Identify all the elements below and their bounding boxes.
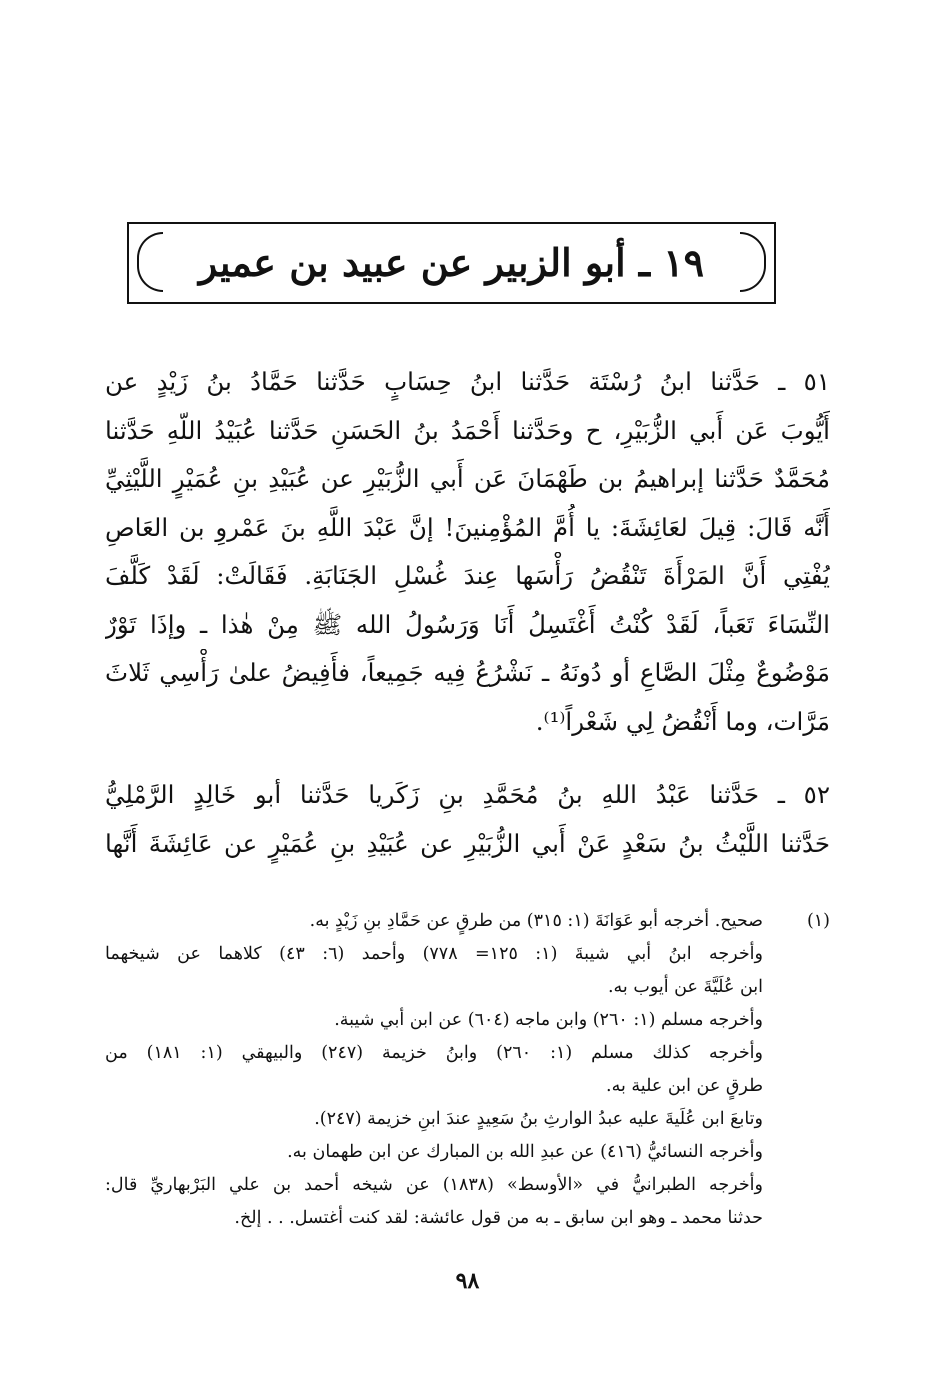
footnote-line: وأخرجه ابنُ أبي شيبةَ (١: ١٢٥= ٧٧٨) وأحمد (٦: ٤٣) كلاهما عن شيخهما bbox=[105, 944, 763, 964]
chapter-title-frame bbox=[127, 222, 776, 304]
page-number: ٩٨ bbox=[455, 1268, 480, 1294]
footnotes bbox=[105, 905, 830, 1235]
hadith-51-line: مَرَّات، وما أَنْقُضُ لِي شَعْراً⁽¹⁾. bbox=[535, 706, 830, 736]
footnote-1 bbox=[105, 905, 830, 1235]
hadith-51-line: يُفْتِي أَنَّ المَرْأَةَ تَنْقُضُ رَأْسَها عِندَ غُسْلِ الجَنَابَةِ. فَقَالَتْ: لَقَدْ كَلَّفَ bbox=[105, 561, 830, 590]
hadith-52 bbox=[105, 771, 830, 868]
footnote-line: وأخرجه النسائيُّ (٤١٦) عن عبدِ الله بن المبارك عن ابن طهمان به. bbox=[287, 1142, 763, 1162]
hadith-51-line: مَوْضُوعٌ مِثْلَ الصَّاعِ أو دُونَهُ ـ نَشْرُعُ فِيه جَمِيعاً، فأَفِيضُ علىٰ رَأْسِي ثَلاثَ bbox=[105, 658, 830, 687]
footnote-line: وأخرجه مسلم (١: ٢٦٠) وابن ماجه (٦٠٤) عن ابن أبي شيبة. bbox=[334, 1010, 763, 1030]
chapter-title: ١٩ ـ أبو الزبير عن عبيد بن عمير bbox=[198, 240, 705, 285]
left-bracket-ornament bbox=[137, 232, 163, 292]
footnote-line: ابن عُلَيَّةَ عن أيوب به. bbox=[607, 977, 763, 997]
hadith-51-line: أَنَّه قَالَ: قِيلَ لعَائِشَةَ: يا أُمَّ المُؤْمِنينَ! إنَّ عَبْدَ اللَّهِ بنَ عَمْروِ بن العَاصِ bbox=[105, 512, 830, 542]
hadith-51 bbox=[105, 358, 830, 746]
footnote-marker: (١) bbox=[806, 911, 830, 931]
footnote-line: وأخرجه الطبرانيُّ في «الأوسط» (١٨٣٨) عن شيخه أحمد بن علي البَرْبهاريِّ قال: bbox=[105, 1175, 763, 1195]
footnote-line: طرقٍ عن ابن علية به. bbox=[606, 1076, 763, 1096]
footnote-line: وأخرجه كذلك مسلم (١: ٢٦٠) وابنُ خزيمة (٢٤٧) والبيهقي (١: ١٨١) من bbox=[105, 1043, 763, 1063]
footnote-line: وتابعَ ابن عُلَيةَ عليه عبدُ الوارثِ بنُ سَعِيدٍ عندَ ابنِ خزيمة (٢٤٧). bbox=[314, 1109, 763, 1129]
hadith-51-line: النِّسَاءَ تَعَباً، لَقَدْ كُنْتُ أَغْتَسِلُ أَنَا وَرَسُولُ الله ﷺ مِنْ هٰذا ـ وإذَا تَوْرٌ bbox=[105, 609, 830, 639]
footnote-line: صحيح. أخرجه أبو عَوَانَةَ (١: ٣١٥) من طرقٍ عن حَمَّادِ بنِ زَيْدٍ به. bbox=[309, 911, 763, 931]
hadith-51-line: مُحَمَّدٌ حَدَّثنا إبراهيمُ بن طَهْمَانَ عَن أَبي الزُّبَيْرِ عن عُبَيْدِ بنِ عُمَيْرٍ اللَّيْثِيِّ bbox=[105, 464, 830, 493]
hadith-51-line: ٥١ ـ حَدَّثنا ابنُ رُسْتَة حَدَّثنا ابنُ حِسَابٍ حَدَّثنا حَمَّادُ بنُ زَيْدٍ عن bbox=[105, 367, 830, 396]
hadith-51-line: أَيُّوبَ عَن أَبي الزُّبَيْرِ، ح وحَدَّثنا أَحْمَدُ بنُ الحَسَنِ حَدَّثنا عُبَيْدُ اللّهِ حَدَّثنا bbox=[105, 415, 830, 445]
hadith-52-line: ٥٢ ـ حَدَّثنا عَبْدُ اللهِ بنُ مُحَمَّدِ بنِ زَكَريا حَدَّثنا أبو خَالِدٍ الرَّمْلِيُّ bbox=[105, 780, 830, 809]
footnote-line: حدثنا محمد ـ وهو ابن سابق ـ به من قول عائشة: لقد كنت أغتسل. . . إلخ. bbox=[234, 1208, 763, 1228]
hadith-52-line: حَدَّثنا اللَّيْثُ بنُ سَعْدٍ عَنْ أَبي الزُّبَيْرِ عن عُبَيْدِ بنِ عُمَيْرٍ عن عَائِشَةَ أَنَّها bbox=[105, 828, 830, 858]
right-bracket-ornament bbox=[740, 232, 766, 292]
